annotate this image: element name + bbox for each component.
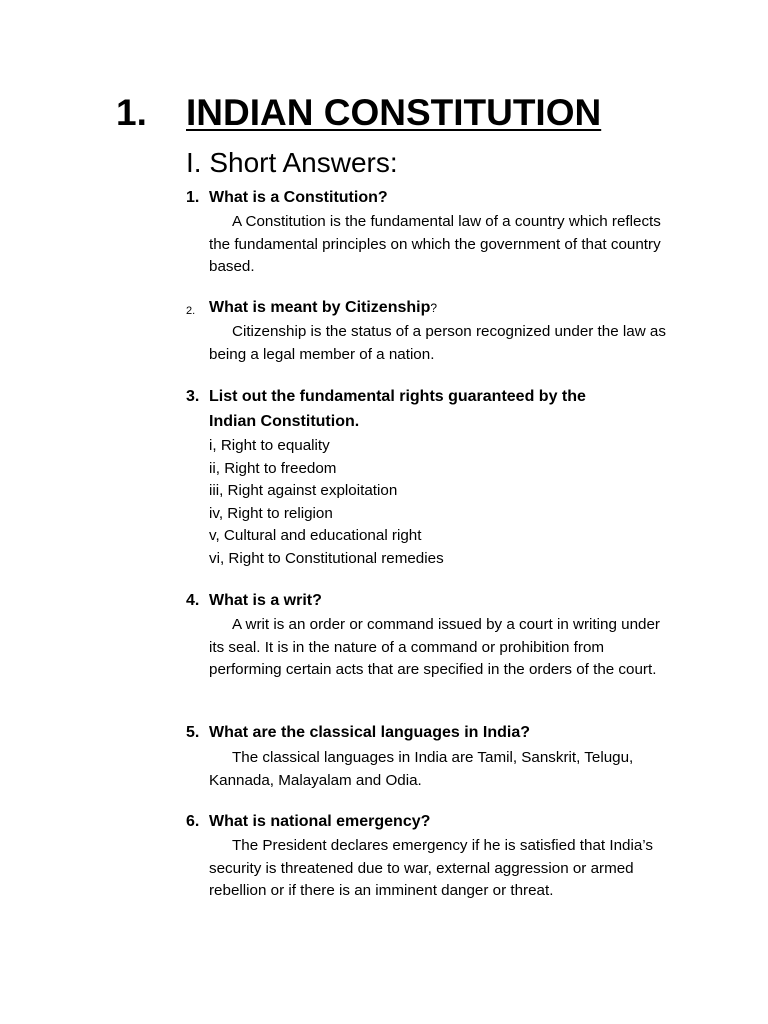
list-item: vi, Right to Constitutional remedies	[209, 550, 444, 567]
question-text: What are the classical languages in India?	[209, 724, 530, 741]
answer-text	[209, 321, 679, 366]
chapter-number: 1.	[116, 92, 147, 133]
question-text: What is a writ?	[209, 592, 322, 609]
list-item: ii, Right to freedom	[209, 460, 337, 477]
answer-body: The President declares emergency if he is satisfied that India’s security is threatened due to war, external aggression or armed rebellion or if there is an imminent danger or threat.	[209, 837, 653, 900]
answer-text	[209, 835, 679, 903]
answer-body: The classical languages in India are Tamil, Sanskrit, Telugu, Kannada, Malayalam and Odia.	[209, 749, 634, 789]
list-item: i, Right to equality	[209, 437, 330, 454]
answer-text	[209, 211, 679, 279]
list-item: v, Cultural and educational right	[209, 527, 422, 544]
chapter-title: INDIAN CONSTITUTION	[186, 92, 602, 133]
question-number: 3.	[186, 388, 200, 405]
answer-text	[209, 747, 679, 792]
answer-body: A Constitution is the fundamental law of a country which reflects the fundamental principles on which the government of that country based.	[209, 213, 661, 276]
answer-body: A writ is an order or command issued by a court in writing under its seal. It is in the nature of a command or prohibition from performing certain acts that are specified in the orders of the court.	[209, 616, 660, 679]
question-text: What is a Constitution?	[209, 189, 388, 206]
question-number: 1.	[186, 189, 200, 206]
answer-text	[209, 614, 679, 682]
section-title: I. Short Answers:	[186, 147, 398, 178]
question-number: 5.	[186, 724, 200, 741]
question-text: What is meant by Citizenship	[209, 299, 431, 316]
question-text-line2: Indian Constitution.	[209, 413, 360, 430]
list-item: iv, Right to religion	[209, 505, 333, 522]
question-text: What is national emergency?	[209, 813, 431, 830]
question-text-line1: List out the fundamental rights guaranteed by the	[209, 388, 586, 405]
question-number: 2.	[186, 305, 196, 317]
question-number: 6.	[186, 813, 200, 830]
answer-body: Citizenship is the status of a person recognized under the law as being a legal member of a nation.	[209, 323, 666, 363]
question-heading	[209, 299, 437, 317]
question-number: 4.	[186, 592, 200, 609]
list-item: iii, Right against exploitation	[209, 482, 398, 499]
question-mark: ?	[430, 301, 438, 315]
